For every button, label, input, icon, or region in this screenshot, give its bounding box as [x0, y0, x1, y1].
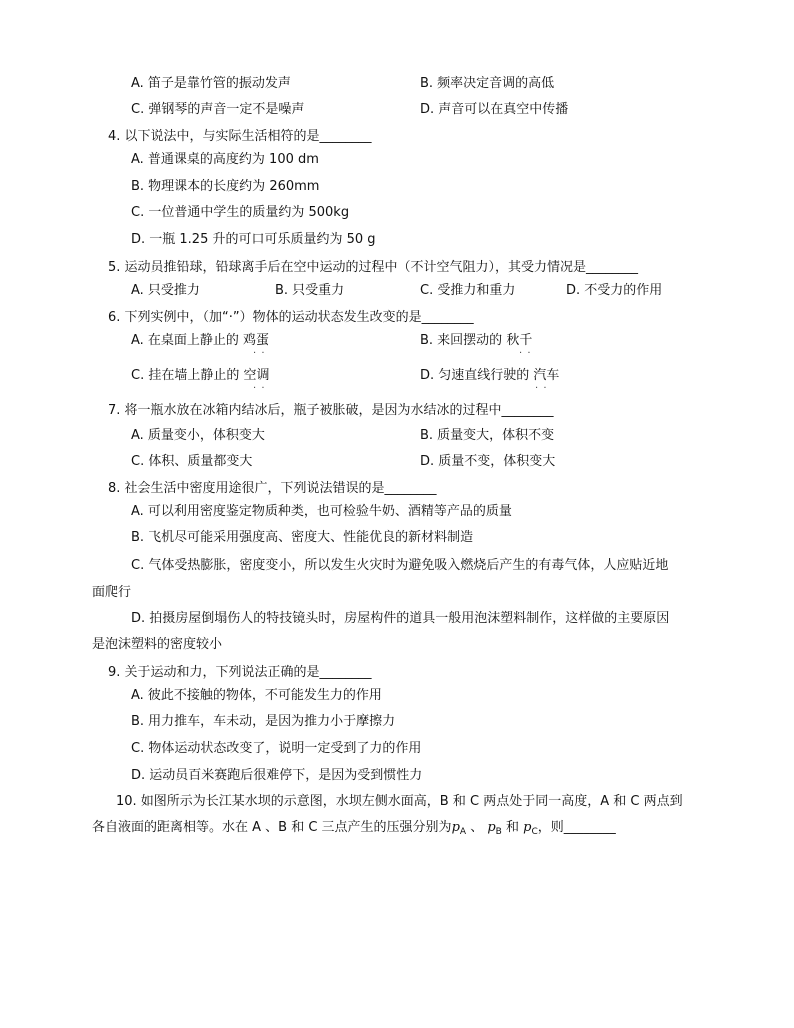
subscript-a: A [459, 827, 467, 837]
q8-stem: 8. 社会生活中密度用途很广，下列说法错误的是________ [108, 481, 437, 496]
q10-stem-line2 [92, 819, 616, 841]
q5-option-c: C. 受推力和重力 [420, 283, 516, 298]
q7-option-c: C. 体积、质量都变大 [131, 454, 253, 469]
q7-stem: 7. 将一瓶水放在冰箱内结冰后，瓶子被胀破，是因为水结冰的过程中________ [108, 403, 554, 418]
q3-option-d: D. 声音可以在真空中传播 [420, 102, 569, 117]
q8-option-d-line1: D. 拍摄房屋倒塌伤人的特技镜头时，房屋构件的道具一般用泡沫塑料制作，这样做的主要原因 [131, 611, 670, 626]
q6-option-c: C. 挂在墙上静止的 空调 [131, 368, 270, 383]
emphasis-dots: · · [253, 383, 266, 394]
q8-option-d-line2: 是泡沫塑料的密度较小 [92, 637, 223, 652]
q4-option-c: C. 一位普通中学生的质量约为 500kg [131, 205, 350, 220]
q3-option-b: B. 频率决定音调的高低 [420, 76, 555, 91]
q9-option-c: C. 物体运动状态改变了，说明一定受到了力的作用 [131, 741, 422, 756]
pressure-symbol: p [487, 820, 496, 835]
q6-option-b: B. 来回摆动的 秋千 [420, 333, 533, 348]
pressure-symbol: p [523, 820, 532, 835]
q4-option-b: B. 物理课本的长度约为 260mm [131, 179, 320, 194]
q6-stem: 6. 下列实例中，（加“·”）物体的运动状态发生改变的是________ [108, 310, 474, 325]
q3-option-a: A. 笛子是靠竹管的振动发声 [131, 76, 291, 91]
q8-option-c-line2: 面爬行 [92, 585, 132, 600]
q9-option-d: D. 运动员百米赛跑后很难停下，是因为受到惯性力 [131, 768, 423, 783]
q7-option-a: A. 质量变小，体积变大 [131, 428, 265, 443]
q8-option-c-line1: C. 气体受热膨胀，密度变小，所以发生火灾时为避免吸入燃烧后产生的有毒气体，人应贴近地 [131, 558, 669, 573]
q4-stem: 4. 以下说法中，与实际生活相符的是________ [108, 129, 372, 144]
emphasis-dots: · · [519, 348, 532, 359]
q7-option-d: D. 质量不变，体积变大 [420, 454, 556, 469]
emphasis-dots: · · [253, 348, 266, 359]
q3-option-c: C. 弹钢琴的声音一定不是噪声 [131, 102, 305, 117]
q4-option-a: A. 普通课桌的高度约为 100 dm [131, 152, 319, 167]
q8-option-b: B. 飞机尽可能采用强度高、密度大、性能优良的新材料制造 [131, 530, 474, 545]
q8-option-a: A. 可以利用密度鉴定物质种类，也可检验牛奶、酒精等产品的质量 [131, 504, 512, 519]
q6-option-a: A. 在桌面上静止的 鸡蛋 [131, 333, 270, 348]
pressure-symbol: p [451, 820, 460, 835]
q10-stem-text: 各自液面的距离相等。水在 A 、B 和 C 三点产生的压强分别为 [92, 820, 452, 835]
q10-stem-line1: 10. 如图所示为长江某水坝的示意图，水坝左侧水面高，B 和 C 两点处于同一高度，A 和 C 两点到 [116, 794, 683, 809]
emphasis-dots: · · [535, 383, 548, 394]
q5-option-a: A. 只受推力 [131, 283, 200, 298]
q9-stem: 9. 关于运动和力，下列说法正确的是________ [108, 665, 372, 680]
q5-stem: 5. 运动员推铅球，铅球离手后在空中运动的过程中（不计空气阻力），其受力情况是________ [108, 260, 639, 275]
q5-option-b: B. 只受重力 [275, 283, 345, 298]
q4-option-d: D. 一瓶 1.25 升的可口可乐质量约为 50 g [131, 232, 376, 247]
separator: 、 [466, 820, 488, 835]
q7-option-b: B. 质量变大，体积不变 [420, 428, 555, 443]
q5-option-d: D. 不受力的作用 [566, 283, 663, 298]
q9-option-a: A. 彼此不接触的物体，不可能发生力的作用 [131, 688, 382, 703]
q6-option-d: D. 匀速直线行驶的 汽车 [420, 368, 560, 383]
separator: 和 [501, 820, 524, 835]
q10-stem-tail: ，则________ [537, 820, 616, 835]
subscript-c: C [531, 827, 538, 837]
subscript-b: B [495, 827, 502, 837]
q9-option-b: B. 用力推车，车未动，是因为推力小于摩擦力 [131, 714, 396, 729]
